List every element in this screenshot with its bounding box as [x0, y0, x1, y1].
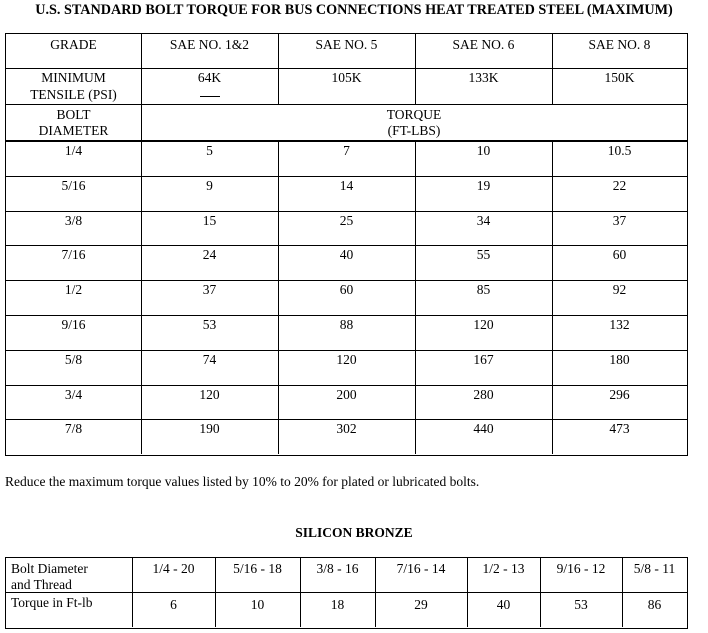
- row-divider: [6, 245, 687, 246]
- diameter-cell: 5/16: [61, 177, 86, 193]
- torque-cell: 60: [339, 282, 354, 298]
- grade-header: SAE NO. 1&2: [169, 37, 250, 52]
- torque-cell: 280: [473, 386, 494, 402]
- diameter-cell: 1/2: [64, 282, 83, 298]
- row-divider: [6, 315, 687, 316]
- bronze-torque-label: Torque in Ft-lb: [11, 595, 93, 610]
- torque-cell: 200: [336, 386, 357, 402]
- torque-cell: 132: [609, 317, 630, 332]
- diameter-cell: 9/16: [61, 317, 86, 332]
- row-divider: [6, 280, 687, 281]
- torque-cell: 10.5: [607, 143, 632, 158]
- torque-cell: 92: [612, 282, 627, 298]
- torque-cell: 15: [202, 212, 217, 228]
- diameter-label: BOLT: [56, 107, 91, 122]
- grade-header: SAE NO. 5: [315, 37, 378, 52]
- grade-header: SAE NO. 8: [588, 37, 651, 52]
- bronze-torque-cell: 18: [330, 597, 345, 612]
- torque-cell: 53: [202, 317, 217, 332]
- torque-cell: 9: [206, 177, 213, 193]
- diameter-cell: 7/8: [64, 421, 83, 437]
- torque-cell: 440: [473, 421, 494, 437]
- torque-cell: 296: [609, 386, 630, 402]
- torque-label: (FT-LBS): [387, 123, 441, 138]
- diameter-cell: 5/8: [64, 351, 83, 367]
- steel-torque-table: [5, 33, 688, 456]
- torque-cell: 55: [476, 247, 491, 263]
- torque-cell: 60: [612, 247, 627, 263]
- grade-label: GRADE: [50, 37, 97, 52]
- bronze-thread-cell: 9/16 - 12: [556, 561, 606, 576]
- row-divider: [6, 350, 687, 351]
- row-divider: [6, 211, 687, 212]
- torque-cell: 37: [202, 282, 217, 298]
- tensile-label: TENSILE (PSI): [30, 87, 117, 102]
- torque-cell: 19: [476, 177, 491, 193]
- torque-cell: 167: [473, 351, 494, 367]
- bronze-thread-cell: 1/4 - 20: [152, 561, 195, 576]
- bronze-thread-cell: 3/8 - 16: [316, 561, 359, 576]
- bronze-torque-cell: 6: [170, 597, 177, 612]
- torque-cell: 5: [206, 143, 213, 158]
- torque-cell: 473: [609, 421, 630, 437]
- torque-cell: 74: [202, 351, 217, 367]
- row-divider: [6, 140, 687, 142]
- bronze-thread-cell: 5/8 - 11: [633, 561, 676, 576]
- bronze-thread-cell: 7/16 - 14: [396, 561, 446, 576]
- bronze-torque-table: [5, 557, 688, 629]
- grade-header: SAE NO. 6: [452, 37, 515, 52]
- bronze-thread-cell: 1/2 - 13: [482, 561, 525, 576]
- bronze-thread-label: and Thread: [11, 577, 72, 592]
- torque-cell: 25: [339, 212, 354, 228]
- row-divider: [6, 68, 687, 69]
- bronze-torque-cell: 53: [574, 597, 588, 612]
- torque-cell: 120: [473, 317, 494, 332]
- torque-cell: 120: [336, 351, 357, 367]
- diameter-cell: 3/8: [64, 212, 83, 228]
- underline-mark: [200, 96, 220, 97]
- bronze-torque-cell: 29: [414, 597, 428, 612]
- bronze-torque-cell: 10: [250, 597, 265, 612]
- torque-cell: 34: [476, 212, 491, 228]
- torque-cell: 14: [339, 177, 354, 193]
- torque-cell: 180: [609, 351, 630, 367]
- diameter-cell: 3/4: [64, 386, 83, 402]
- page-title: U.S. STANDARD BOLT TORQUE FOR BUS CONNECTIONS HEAT TREATED STEEL (MAXIMUM): [35, 2, 673, 18]
- torque-cell: 37: [612, 212, 627, 228]
- torque-cell: 7: [343, 143, 350, 158]
- row-divider: [6, 419, 687, 420]
- row-divider: [6, 176, 687, 177]
- row-divider: [6, 385, 687, 386]
- torque-cell: 85: [476, 282, 491, 298]
- diameter-cell: 7/16: [61, 247, 86, 263]
- bronze-torque-cell: 86: [647, 597, 662, 612]
- tensile-label: MINIMUM: [41, 70, 106, 85]
- tensile-value: 64K: [197, 70, 222, 85]
- tensile-value: 105K: [331, 70, 362, 85]
- torque-cell: 302: [336, 421, 357, 437]
- tensile-value: 133K: [468, 70, 499, 85]
- bronze-thread-cell: 5/16 - 18: [233, 561, 282, 576]
- torque-cell: 24: [202, 247, 217, 263]
- torque-cell: 10: [476, 143, 491, 158]
- torque-cell: 40: [339, 247, 354, 263]
- tensile-value: 150K: [604, 70, 635, 85]
- row-divider: [6, 104, 687, 105]
- torque-cell: 88: [339, 317, 354, 332]
- diameter-label: DIAMETER: [38, 123, 109, 138]
- note-text: Reduce the maximum torque values listed by 10% to 20% for plated or lubricated bolts.: [5, 474, 480, 489]
- diameter-cell: 1/4: [64, 143, 83, 158]
- torque-label: TORQUE: [386, 107, 442, 122]
- torque-cell: 22: [612, 177, 627, 193]
- bronze-title: SILICON BRONZE: [295, 525, 413, 540]
- row-divider: [6, 592, 687, 593]
- bronze-thread-label: Bolt Diameter: [11, 561, 88, 576]
- torque-cell: 120: [199, 386, 220, 402]
- torque-cell: 190: [199, 421, 220, 437]
- bronze-torque-cell: 40: [496, 597, 511, 612]
